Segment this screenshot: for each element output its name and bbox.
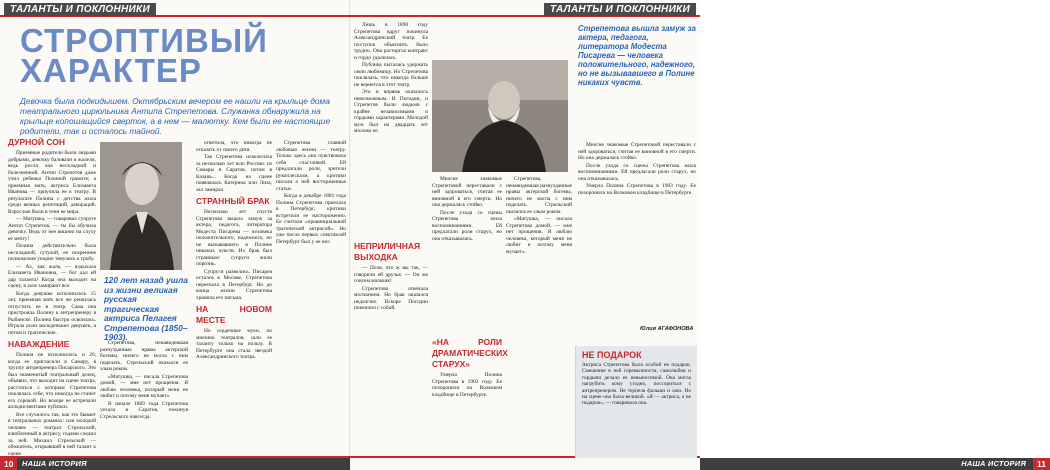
paragraph: Это и впрямь оказалось невозможным. И Погодин, и Стрепетов были людьми с крайне независимыми и гордыми характерами. Молодой муж был на двадцать лет моложе ее. <box>354 89 428 134</box>
paragraph: В начале 1869 года Стрепетова уехала в Саратов, покинув Стрельского навсегда. <box>100 400 188 420</box>
article-title <box>20 22 280 89</box>
paragraph: Все случилось так, как это бывает в театральных романах: или молодой человек — театрал Стрельский, влюбленный в актрису, годами следил за ней. Михаил Стрельский — обожатель, открывший в ней талант к сцене. <box>8 411 96 457</box>
section-heading: «НА РОЛИ ДРАМАТИЧЕСКИХ СТАРУХ» <box>432 337 508 369</box>
paragraph: Супруги развелись. Писарев остался в Москве, Стрепетова переехала в Петербург. Но до конца жизни Стрепетова хранила его письма. <box>196 268 272 301</box>
husband-portrait-photo <box>432 60 568 172</box>
section-heading: СТРАННЫЙ БРАК <box>196 196 270 206</box>
pull-quote: Стрепетова вышла замуж за актера, педагога, литератора Модеста Писарева — человека положительного, надежного, но не вызывавшего в Полине никаких чувств. <box>578 24 696 87</box>
paragraph: Несколько лет спустя Стрепетова вышла замуж за актера, педагога, литератора Модеста Писарева — человека положительного, надежного, но не вызывавшего в Полине никаких чувств. Их брак был странным: супруги жили порознь. <box>196 209 272 267</box>
paragraph: Но сердечные муки, по мнению театралов, шли ее таланту только на пользу. В Петербурге она стала звездой Александринского театра. <box>196 328 272 360</box>
footer-left <box>0 458 350 470</box>
paragraph: После ухода со сцены Стрепетова жила воспоминаниями. Ей предлагали роли старух, но она отказывалась. <box>578 162 696 182</box>
rubric-left: ТАЛАНТЫ И ПОКЛОННИКИ <box>4 3 156 16</box>
paragraph: — Ах, как жаль, — вздыхала Елизавета Ивановна, — бог дал ей дар таланта! Когда она выходит на сцену, в зале замирают все. <box>8 263 96 289</box>
paragraph: ответила, что никогда не отказать от своего дитя. <box>196 140 272 153</box>
author-signature: Юлия АГАФОНОВА <box>640 326 694 332</box>
paragraph: После ухода со сцены Стрепетова жила воспоминаниями. Ей предлагали роли старух, но она отказывалась. <box>432 209 502 242</box>
section-heading: НЕПРИЛИЧНАЯ ВЫХОДКА <box>354 241 421 262</box>
paragraph: Многие знакомые Стрепетовой переставали с ней здороваться, считая ее виновной в его смерти. Но она держалась стойко. <box>432 176 502 208</box>
left-page <box>0 0 350 470</box>
paragraph: — Матушка, — говаривал супруге Антип Стрепетов, — ты бы обучила девочку. Ведь от нее вишню на слуху ее мечту! <box>8 216 96 242</box>
paragraph: Когда в декабре 1881 года Полина Стрепетова приехала в Петербург, критики встретили ее настороженно. Ее считали «провинциальной трагической актрисой». Но уже после первых спектаклей Петербург был у ее ног. <box>276 193 346 245</box>
column-4 <box>276 140 346 452</box>
section-heading: НА НОВОМ МЕСТЕ <box>196 304 272 325</box>
paragraph: — Поля, что ж вы так, — говорили ей друзья. — Он же совсем мальчик! <box>354 265 428 284</box>
column-6 <box>432 176 502 334</box>
paragraph: Когда девушке исполнилось 15 лет, приемная мать все же решилась отпустить ее в театр. Сама она пристроила Полину к антрепренеру в Рыбинске. Полина быстро освоилась. Играла роли молоденьких девушек, а потом и трагические. <box>8 290 96 336</box>
paragraph: «Матушка, — писала Стрепетова домой, — мне нет прощения. Я люблю человека, который меня не любит и потому меня мучает». <box>506 216 572 255</box>
photo-caption: 120 лет назад ушла из жизни великая русская трагическая актриса Пелагея Стрепетова (1850–1903). <box>104 275 188 342</box>
column-1 <box>8 134 96 457</box>
sidebar-box-title: НЕ ПОДАРОК <box>582 350 642 360</box>
paragraph: Стрепетова главной любовью жизни — театру. Только здесь она чувствовала себя счастливой. Ей предлагали роли, зрители рукоплескали, а критики писали о ней восторженные статьи. <box>276 140 346 192</box>
section-heading: НАВАЖДЕНИЕ <box>8 339 70 349</box>
paragraph: Стрепетова, ненавидевшая разнузданные нравы актерской богемы, ничего не могла с ним поделать. Стрельский оказался ее злым роком. <box>506 176 572 215</box>
paragraph: Полина не исполнилось и 20, когда ее пригласили в Самару, в труппу антрепренера Писарского. Это был знаменитый театральный делец, объявил, что выходит на сцене театра, расстаться с которым Стрепетова поклялась себе, что никогда не станет его сорокой. Но вскоре ее встречали аплодисментами публики. <box>8 352 96 410</box>
paragraph: Стрепетова, ненавидевшая разнузданные нравы актерской богемы, ничего не могла с ним поделать. Стрельский оказался ее злым роком. <box>100 340 188 372</box>
sidebar-box <box>575 346 697 458</box>
page-number-right: 11 <box>1033 458 1050 470</box>
column-8 <box>578 142 696 320</box>
section-heading: ДУРНОЙ СОН <box>8 137 66 147</box>
paragraph: Так Стрепетова исколесила за несколько лет всю Россию: из Самары в Саратов, потом в Казань... Когда на сцене появлялась Катерина или Лиза, зал замирал. <box>196 154 272 193</box>
column-3 <box>196 140 272 452</box>
paragraph: Стрепетова отвечала молчанием. Но брак оказался недолгим. Вскоре Погодин покончил с собой. <box>354 285 428 311</box>
paragraph: Лишь в 1890 году Стрепетова вдруг покинула Александринский театр. Ее поступок объяснить было трудно. Она расторгла контракт и гордо удалилась. <box>354 22 428 61</box>
footer-right <box>700 458 1050 470</box>
page-number-left: 10 <box>0 458 17 470</box>
magazine-name-right: НАША ИСТОРИЯ <box>961 459 1026 468</box>
title-line-2: ХАРАКТЕР <box>20 52 202 89</box>
paragraph: Полина действительно была нескладной, сутулой, ее искренние полномочия упорно тянулись к гробу. <box>8 243 96 262</box>
column-6b <box>432 334 508 452</box>
column-2 <box>100 340 188 452</box>
column-5b <box>354 238 428 452</box>
paragraph: Приемные родители были людьми добрыми, девочку баловали и жалели, ведь росла она нескладной и болезненной. Антип Стрепетов даже учил ребенка Полиной грамоте; а приемная мать, актриса Елизавета Иванова — приучила ее к театру. В результате Полина с детства жила среди вечных репетиций, декораций. Взрослые были в тени ее мира. <box>8 150 96 215</box>
paragraph: Умерла Полина Стрепетова в 1903 году. Ее похоронили на Волковом кладбище в Петербурге. <box>578 183 696 196</box>
title-line-1: СТРОПТИВЫЙ <box>20 22 268 59</box>
paragraph: «Матушка, — писала Стрепетова домой, — мне нет прощения. Я люблю человека, который меня не любит и потому меня мучает». <box>100 373 188 399</box>
magazine-name-left: НАША ИСТОРИЯ <box>22 459 87 468</box>
sidebar-box-text: Актриса Стрепетова была особой не подарок. Смешение в ней горемычности, самолюбия и гордыни делало ее невыносимой. Она могла нагрубить кому угодно, поссориться с антрепренером. Не терпела фальши и лжи. Но на сцене она была великой. «Я — актриса, а не подарок», — говаривала она. <box>582 362 691 407</box>
paragraph: Многие знакомые Стрепетовой переставали с ней здороваться, считая ее виновной в его смерти. Но она держалась стойко. <box>578 142 696 161</box>
column-7 <box>506 176 572 452</box>
article-lead: Девочка была подкидышем. Октябрьским вечером ее нашли на крыльце дома театрального цирюльника Антипа Стрепетова. Служанка обнаружила на крыльце копошащийся сверток, а в нем — малютку. Кем были ее настоящие родители, так и осталось тайной. <box>20 96 331 136</box>
actress-portrait-photo <box>100 142 182 270</box>
paragraph: Публика пыталась удержать свою любимицу. Но Стрепетова поклялась, что никогда больше не вернется в этот театр. <box>354 62 428 88</box>
column-5 <box>354 22 428 236</box>
paragraph: Умерла Полина Стрепетова в 1903 году. Ее похоронили на Волковом кладбище в Петербурге. <box>432 372 502 398</box>
rubric-right: ТАЛАНТЫ И ПОКЛОННИКИ <box>544 3 696 16</box>
